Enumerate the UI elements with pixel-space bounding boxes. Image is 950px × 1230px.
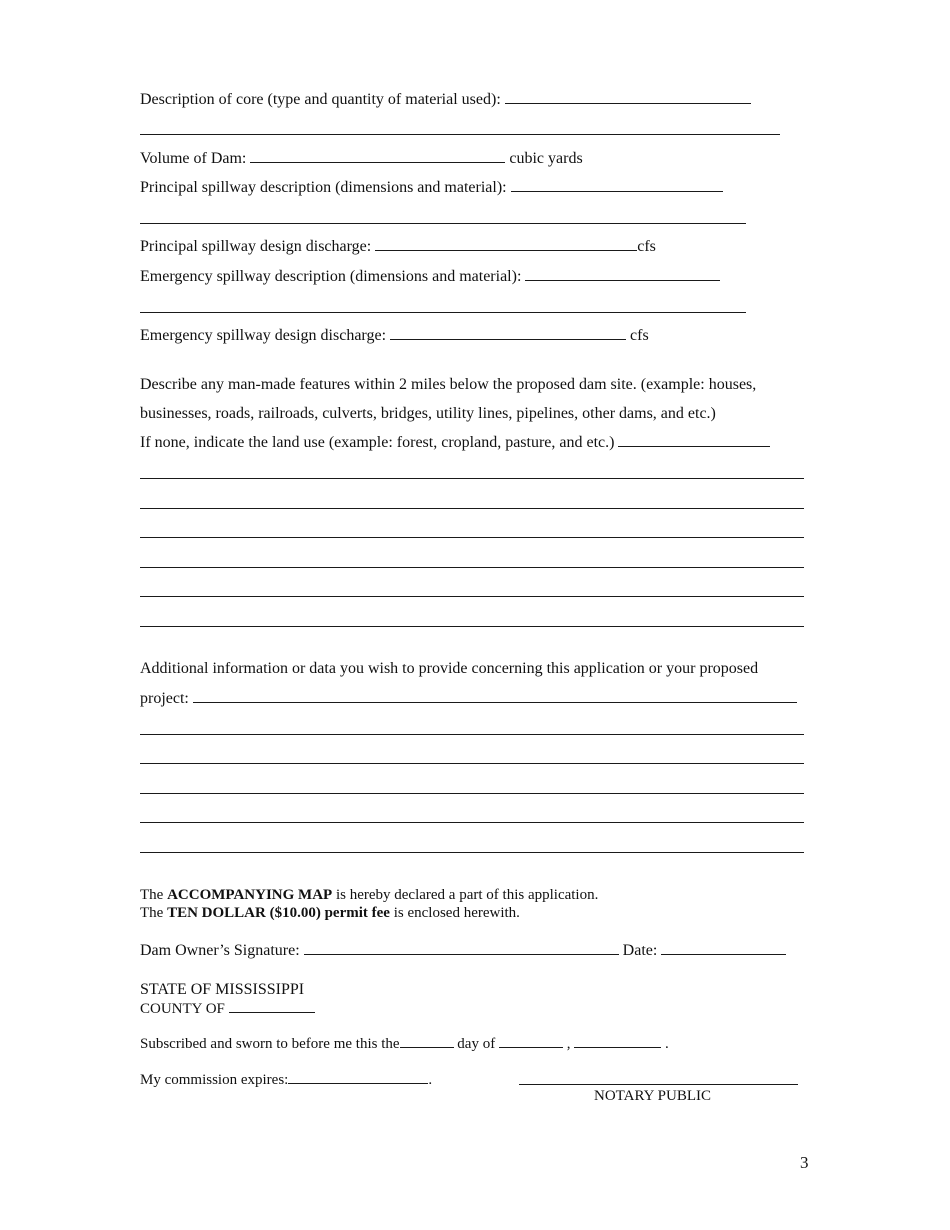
core-description-continuation-line[interactable] [140,134,780,135]
manmade-features-answer-line[interactable] [140,537,804,538]
comma-separator: , [566,1036,571,1052]
manmade-features-answer-line[interactable] [140,567,804,568]
accompanying-map-statement [140,885,598,905]
subscribed-label: Subscribed and sworn to before me this the [140,1036,400,1052]
volume-field[interactable] [250,149,505,163]
owner-signature-label: Dam Owner’s Signature: [140,942,300,959]
state-heading: STATE OF MISSISSIPPI [140,981,305,998]
county-label: COUNTY OF [140,1001,225,1017]
notary-public-label: NOTARY PUBLIC [594,1088,712,1104]
core-description-row [140,90,751,110]
manmade-features-answer-line[interactable] [140,478,804,479]
emergency-spillway-description-row [140,267,720,287]
emergency-spillway-discharge-label: Emergency spillway design discharge: [140,327,387,344]
county-field[interactable] [229,999,315,1013]
emergency-spillway-discharge-field[interactable] [390,326,626,340]
additional-info-project-label: project: [140,690,189,707]
permit-fee-statement [140,903,520,923]
land-use-label: If none, indicate the land use (example: forest, cropland, pasture, and etc.) [140,434,615,451]
principal-spillway-description-field[interactable] [511,178,723,192]
date-label: Date: [622,942,658,959]
commission-row [140,1070,432,1090]
subscribed-row [140,1034,669,1054]
core-description-label: Description of core (type and quantity of material used): [140,91,501,108]
additional-info-answer-line[interactable] [140,734,804,735]
statement-prefix: The [140,887,168,903]
emergency-spillway-description-field[interactable] [525,267,720,281]
statement-suffix: is hereby declared a part of this application. [332,887,599,903]
volume-row [140,149,583,169]
land-use-row [140,433,770,453]
principal-spillway-discharge-field[interactable] [375,237,637,251]
additional-info-row [140,689,797,709]
additional-info-answer-line[interactable] [140,763,804,764]
principal-spillway-description-label: Principal spillway description (dimensions and material): [140,179,507,196]
principal-spillway-discharge-unit: cfs [637,238,656,255]
manmade-features-answer-line[interactable] [140,508,804,509]
additional-info-answer-line[interactable] [140,852,804,853]
manmade-features-answer-line[interactable] [140,596,804,597]
additional-info-project-field[interactable] [193,689,797,703]
signature-row [140,941,786,961]
county-row [140,999,315,1019]
period-mark: . [428,1072,433,1088]
manmade-features-answer-line[interactable] [140,626,804,627]
additional-info-answer-line[interactable] [140,822,804,823]
principal-spillway-continuation-line[interactable] [140,223,746,224]
subscribed-day-field[interactable] [400,1034,454,1048]
principal-spillway-discharge-row [140,237,656,257]
statement-prefix: The [140,905,168,921]
core-description-field[interactable] [505,90,751,104]
principal-spillway-discharge-label: Principal spillway design discharge: [140,238,372,255]
land-use-field[interactable] [618,433,770,447]
emergency-spillway-description-label: Emergency spillway description (dimensions and material): [140,268,522,285]
emergency-spillway-continuation-line[interactable] [140,312,746,313]
emergency-spillway-discharge-unit: cfs [630,327,649,344]
manmade-features-line-1: Describe any man-made features within 2 miles below the proposed dam site. (example: houses, [140,376,757,393]
page-number: 3 [800,1153,809,1172]
subscribed-year-field[interactable] [574,1034,661,1048]
commission-label: My commission expires: [140,1072,289,1088]
additional-info-line-1: Additional information or data you wish to provide concerning this application or your proposed [140,660,759,677]
statement-suffix: is enclosed herewith. [389,905,520,921]
date-field[interactable] [661,941,786,955]
volume-label: Volume of Dam: [140,150,247,167]
permit-fee-emphasis: TEN DOLLAR ($10.00) permit fee [167,905,390,921]
additional-info-answer-line[interactable] [140,793,804,794]
volume-unit: cubic yards [509,150,583,167]
principal-spillway-description-row [140,178,723,198]
emergency-spillway-discharge-row [140,326,649,346]
commission-expires-field[interactable] [288,1070,428,1084]
accompanying-map-emphasis: ACCOMPANYING MAP [167,887,333,903]
notary-signature-line[interactable] [519,1084,798,1085]
subscribed-month-field[interactable] [499,1034,563,1048]
period-mark: . [664,1036,669,1052]
day-of-label: day of [457,1036,496,1052]
manmade-features-line-2: businesses, roads, railroads, culverts, bridges, utility lines, pipelines, other dams, and etc.) [140,405,716,422]
owner-signature-field[interactable] [304,941,619,955]
